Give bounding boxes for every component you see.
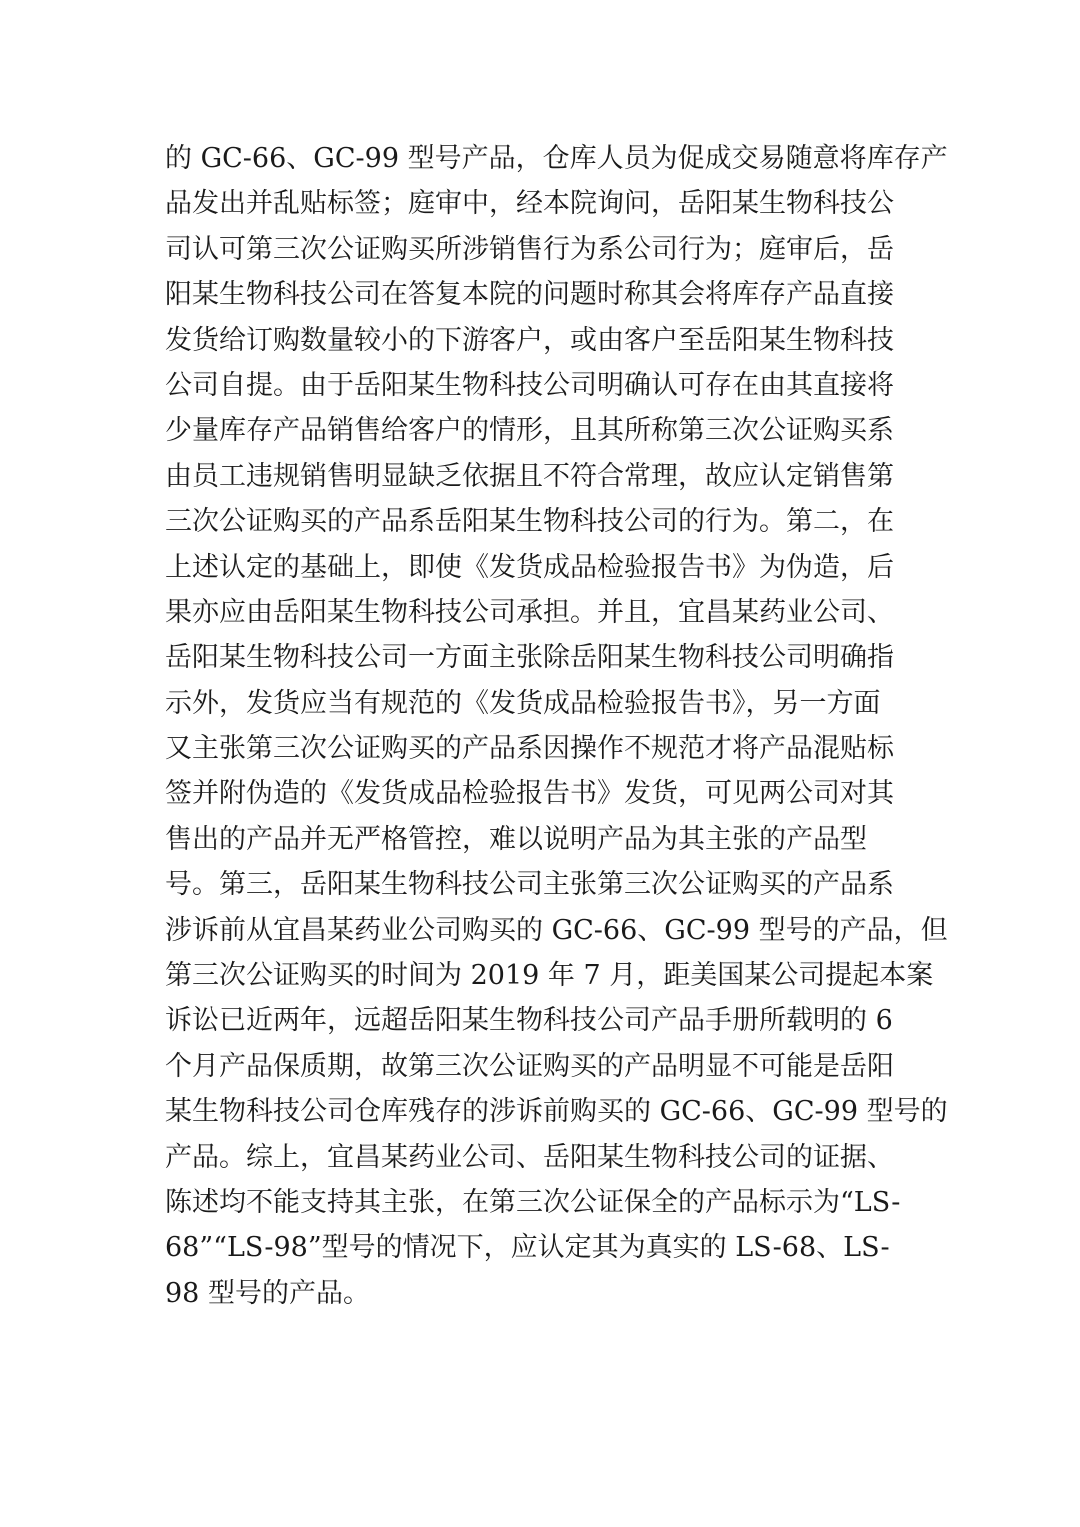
text-line-5: 发货给订购数量较小的下游客户，或由客户至岳阳某生物科技 xyxy=(165,324,894,356)
text-line-7: 少量库存产品销售给客户的情形，且其所称第三次公证购买系 xyxy=(165,415,894,447)
text-line-20: 诉讼已近两年，远超岳阳某生物科技公司产品手册所载明的 6 xyxy=(165,1005,893,1037)
text-line-9: 三次公证购买的产品系岳阳某生物科技公司的行为。第二，在 xyxy=(165,506,894,538)
text-line-4: 阳某生物科技公司在答复本院的问题时称其会将库存产品直接 xyxy=(165,279,894,311)
text-line-22: 某生物科技公司仓库残存的涉诉前购买的 GC-66、GC-99 型号的 xyxy=(165,1096,948,1128)
text-line-3: 司认可第三次公证购买所涉销售行为系公司行为；庭审后，岳 xyxy=(165,233,894,265)
text-line-21: 个月产品保质期，故第三次公证购买的产品明显不可能是岳阳 xyxy=(165,1050,894,1082)
text-line-8: 由员工违规销售明显缺乏依据且不符合常理，故应认定销售第 xyxy=(165,460,894,492)
text-line-2: 品发出并乱贴标签；庭审中，经本院询问，岳阳某生物科技公 xyxy=(165,188,894,220)
text-line-23: 产品。综上，宜昌某药业公司、岳阳某生物科技公司的证据、 xyxy=(165,1141,894,1173)
text-line-15: 签并附伪造的《发货成品检验报告书》发货，可见两公司对其 xyxy=(165,778,894,810)
text-line-16: 售出的产品并无严格管控，难以说明产品为其主张的产品型 xyxy=(165,823,867,855)
body-paragraph xyxy=(165,136,948,1316)
text-line-10: 上述认定的基础上，即使《发货成品检验报告书》为伪造，后 xyxy=(165,551,894,583)
text-line-18: 涉诉前从宜昌某药业公司购买的 GC-66、GC-99 型号的产品，但 xyxy=(165,914,948,946)
text-line-24: 陈述均不能支持其主张，在第三次公证保全的产品标示为“LS- xyxy=(165,1186,901,1218)
text-line-19: 第三次公证购买的时间为 2019 年 7 月，距美国某公司提起本案 xyxy=(165,960,934,992)
text-line-26: 98 型号的产品。 xyxy=(165,1277,370,1309)
text-line-25: 68”“LS-98”型号的情况下，应认定其为真实的 LS-68、LS- xyxy=(165,1232,890,1264)
text-line-17: 号。第三，岳阳某生物科技公司主张第三次公证购买的产品系 xyxy=(165,869,894,901)
text-line-11: 果亦应由岳阳某生物科技公司承担。并且，宜昌某药业公司、 xyxy=(165,596,894,628)
text-line-14: 又主张第三次公证购买的产品系因操作不规范才将产品混贴标 xyxy=(165,733,894,765)
text-line-12: 岳阳某生物科技公司一方面主张除岳阳某生物科技公司明确指 xyxy=(165,642,894,674)
text-line-13: 示外，发货应当有规范的《发货成品检验报告书》，另一方面 xyxy=(165,687,881,719)
text-line-1: 的 GC-66、GC-99 型号产品，仓库人员为促成交易随意将库存产 xyxy=(165,143,948,174)
text-line-6: 公司自提。由于岳阳某生物科技公司明确认可存在由其直接将 xyxy=(165,369,894,401)
